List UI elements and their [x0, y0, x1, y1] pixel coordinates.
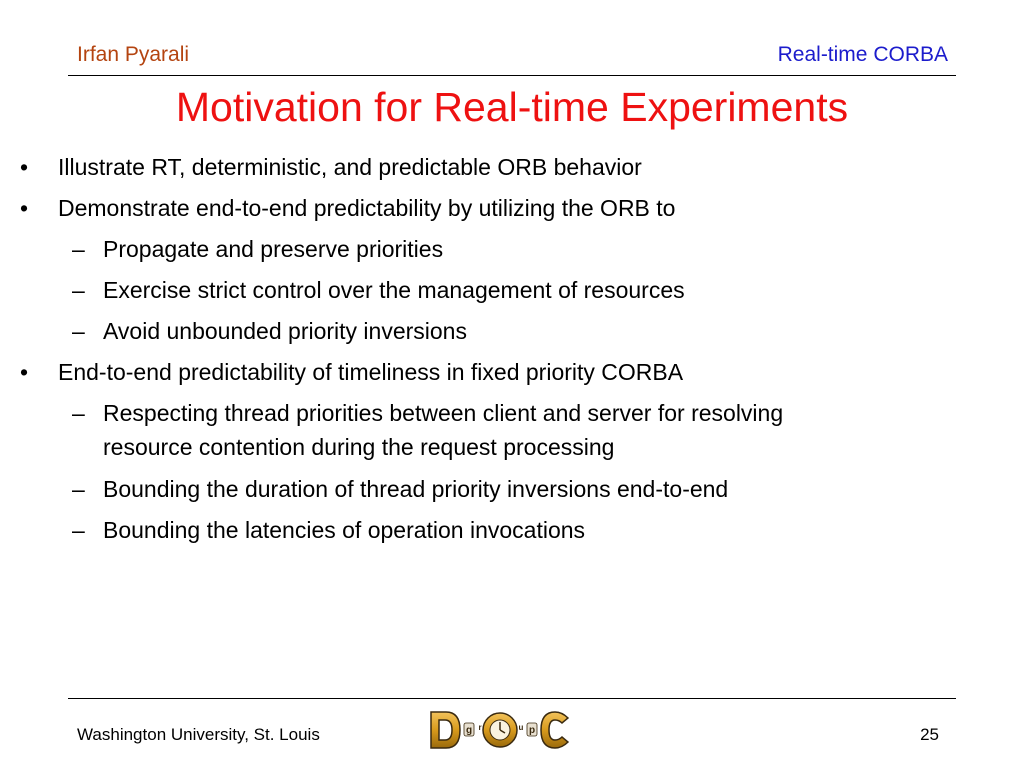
sub-bullet-text: Respecting thread priorities between client and server for resolving [103, 400, 784, 426]
header-author: Irfan Pyarali [77, 43, 190, 66]
header-topic: Real-time CORBA [777, 43, 948, 66]
sub-bullet-marker: – [72, 318, 85, 344]
sub-bullet-text: Bounding the latencies of operation invocations [103, 517, 586, 543]
svg-text:r: r [478, 723, 482, 732]
sub-bullet-marker: – [72, 400, 85, 426]
sub-bullet-marker: – [72, 517, 85, 543]
sub-bullet-marker: – [72, 277, 85, 303]
sub-bullet-text: Avoid unbounded priority inversions [103, 318, 467, 344]
sub-bullet-text: Propagate and preserve priorities [103, 236, 444, 262]
svg-text:p: p [528, 725, 536, 736]
bullet-text: Demonstrate end-to-end predictability by utilizing the ORB to [58, 195, 676, 221]
bullet-text: End-to-end predictability of timeliness in fixed priority CORBA [58, 359, 684, 385]
doc-group-logo [428, 706, 572, 754]
svg-text:g: g [465, 725, 473, 736]
bullet-marker: • [20, 195, 29, 221]
bullet-text: Illustrate RT, deterministic, and predictable ORB behavior [58, 154, 642, 180]
svg-text:u: u [518, 723, 524, 732]
sub-bullet-text: Bounding the duration of thread priority inversions end-to-end [103, 476, 729, 502]
header-divider [68, 75, 956, 76]
sub-bullet-marker: – [72, 236, 85, 262]
footer-institution: Washington University, St. Louis [77, 725, 320, 744]
footer-divider [68, 698, 956, 699]
sub-bullet-marker: – [72, 476, 85, 502]
slide-title: Motivation for Real-time Experiments [175, 84, 849, 130]
sub-bullet-text: Exercise strict control over the management of resources [103, 277, 685, 303]
sub-bullet-text: resource contention during the request processing [103, 434, 615, 460]
page-number: 25 [920, 725, 939, 744]
bullet-marker: • [20, 154, 29, 180]
bullet-marker: • [20, 359, 29, 385]
